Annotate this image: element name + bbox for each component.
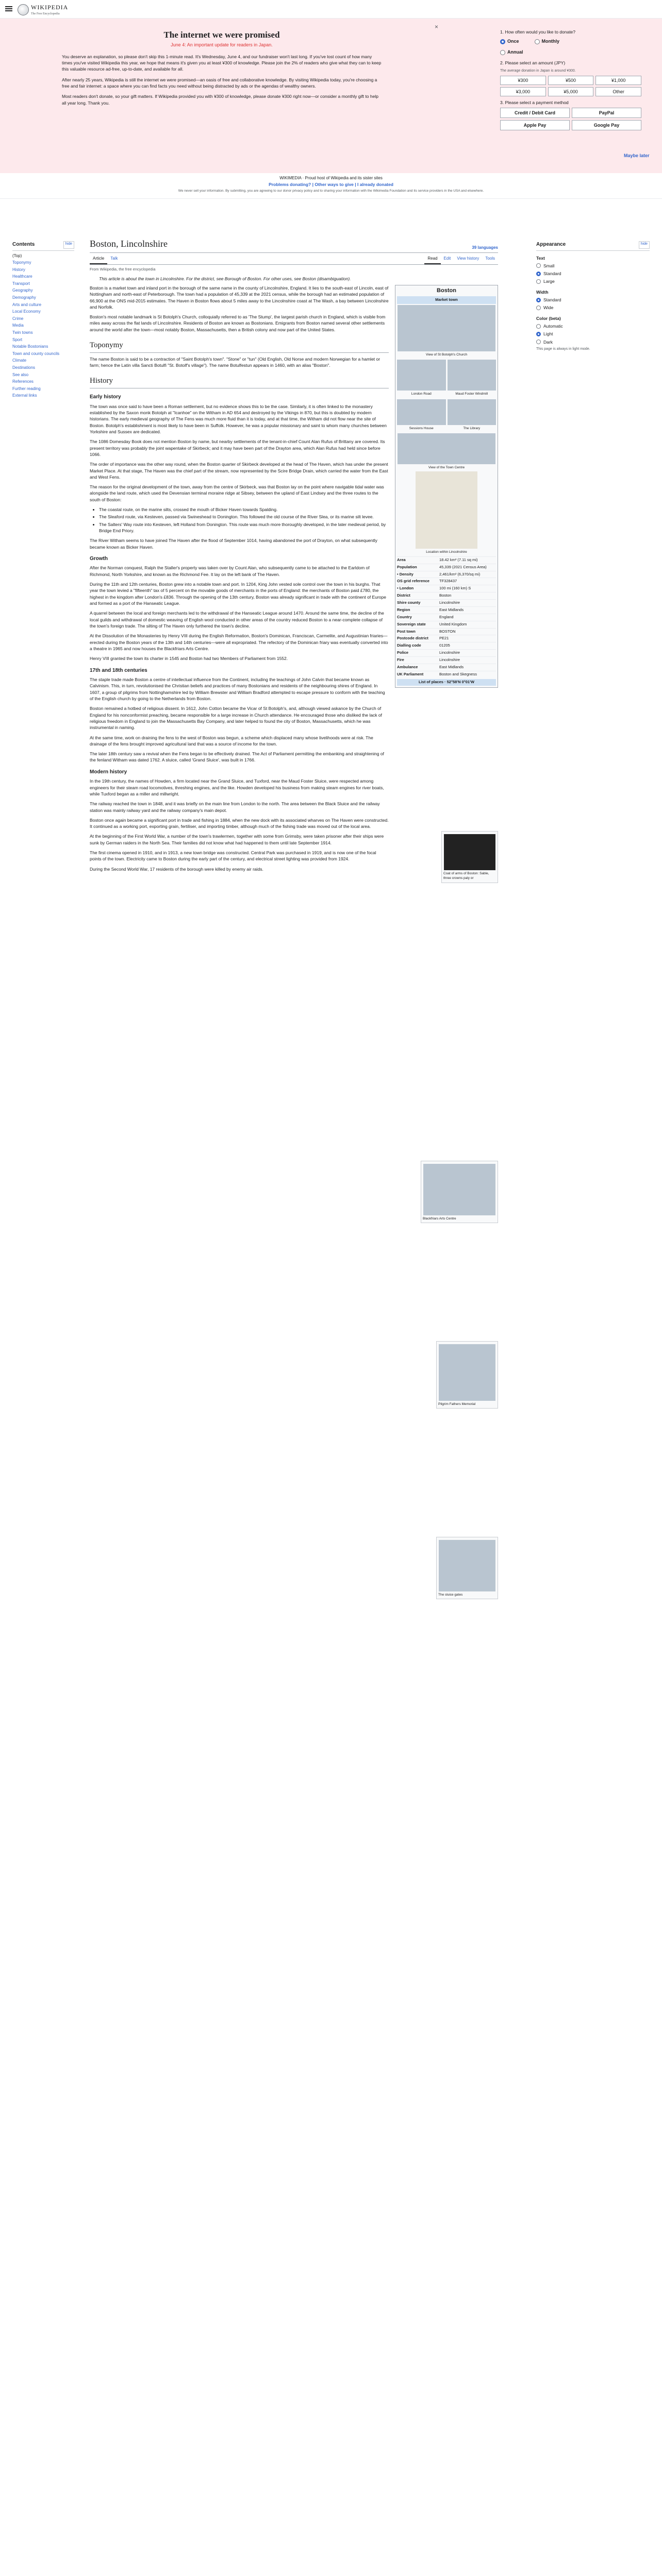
- table-of-contents: [12, 241, 74, 400]
- subsection-heading: 17th and 18th centuries: [90, 667, 147, 673]
- section-heading: History: [90, 376, 389, 388]
- tab-talk[interactable]: Talk: [110, 256, 118, 261]
- infobox-row: [397, 606, 496, 614]
- paragraph: After the Norman conquest, Ralph the Staller's property was taken over by Count Alan, who subsequently came to be attached to the Earldom of Richmond, North Yorkshire, and known as the Richmond Fee. It lay on the left bank of The Haven.: [90, 565, 370, 577]
- tab-read[interactable]: Read: [424, 254, 440, 264]
- toc-hide-button[interactable]: hide: [63, 241, 74, 249]
- toc-item[interactable]: References: [12, 379, 34, 384]
- photo-caption: The Library: [463, 426, 481, 430]
- toc-title: Contents: [12, 242, 35, 247]
- paragraph: The railway reached the town in 1848, and it was briefly on the main line from London to the north. The area between the Black Sluice and the railway station was mainly railway yard and the railway company's main depot.: [90, 801, 380, 813]
- toc-item[interactable]: Twin towns: [12, 330, 33, 335]
- infobox-row: [397, 578, 496, 585]
- infobox-value: Lincolnshire: [439, 650, 460, 655]
- appearance-hide-button[interactable]: hide: [639, 241, 650, 249]
- infobox-value: England: [439, 614, 454, 619]
- infobox-key: • London: [397, 586, 414, 591]
- donation-form: [443, 19, 662, 173]
- paragraph: The River Witham seems to have joined The Haven after the flood of September 1014, having abandoned the port of Drayton, on what subsequently became known as Bicker Haven.: [90, 538, 377, 550]
- infobox-key: District: [397, 593, 410, 598]
- paragraph: The later 18th century saw a revival when the Fens began to be effectively drained. The Act of Parliament permitting the embanking and straightening of the fenland Witham was dated 1762. A sluice, called 'Grand Sluice', was built in 1766.: [90, 751, 384, 763]
- banner-paragraph: You deserve an explanation, so please don't skip this 1-minute read. It's Wednesday, June 4, and our fundraiser won't last long. If you've lost count of how many times you've visited Wikipedia this year, we hope that means it's given you at least ¥300 of knowledge. Please join the 2% of readers who give what they can to keep this valuable resource ad-free, up-to-date, and available for all.: [62, 54, 382, 72]
- coat-of-arms-image[interactable]: [444, 834, 495, 870]
- infobox-key: Fire: [397, 657, 404, 663]
- pay-paypal-button[interactable]: PayPal: [572, 108, 641, 118]
- radio-icon: [500, 50, 505, 55]
- subsection-heading: Growth: [90, 555, 108, 562]
- paragraph: The town was once said to have been a Roman settlement, but no evidence shows this to be the case. Similarly, it is often linked to the monastery established by the Saxon monk Botolph at "Icanhoe" on the Witham in AD 654 and destroyed by the Vikings in 870, but this is doubted by modern historians. The early medieval geography of The Fens was much more fluid than it is today, and at that time, the Witham did not flow near the site of Boston. Botolph's establishment is most likely to have been in Suffolk. However, he was a popular missionary and saint to whom many churches between Yorkshire and Sussex are dedicated.: [90, 403, 387, 434]
- library-photo[interactable]: [448, 399, 496, 425]
- infobox-key: Area: [397, 557, 406, 562]
- infobox-row: [397, 649, 496, 656]
- infobox-value: 01205: [439, 643, 450, 648]
- infobox-key: Ambulance: [397, 664, 418, 669]
- section-heading: Toponymy: [90, 340, 389, 353]
- infobox-row: [397, 564, 496, 571]
- wikipedia-logo[interactable]: [18, 3, 68, 16]
- payment-question: 3. Please select a payment method: [500, 99, 569, 105]
- photo-caption: View of St Botolph's Church: [425, 352, 468, 357]
- infobox-value: United Kingdom: [439, 621, 467, 626]
- amount-option[interactable]: Other: [595, 87, 641, 96]
- infobox-type: Market town: [397, 296, 496, 304]
- pay-card-button[interactable]: Credit / Debit Card: [500, 108, 570, 118]
- color-option[interactable]: Light: [536, 331, 650, 337]
- toc-item[interactable]: History: [12, 267, 25, 272]
- photo-caption: Sessions House: [409, 426, 434, 430]
- location-map[interactable]: [416, 471, 477, 549]
- paragraph: During the Second World War, 17 residents of the borough were killed by enemy air raids.: [90, 866, 263, 872]
- privacy-note: We never sell your information. By submitting, you are agreeing to our donor privacy policy and to sharing your information with the Wikimedia Foundation and its service providers in the USA and elsewhere.: [178, 189, 484, 193]
- paragraph: Boston is a market town and inland port in the borough of the same name in the county of Lincolnshire, England. It lies to the south-east of Lincoln, east of Nottingham and north-east of Peterborough. The town had a population of 45,339 at the 2021 census, while the borough had an estimated population of 66,900 at the ONS mid-2015 estimates. The Haven in Boston flows about 5 miles away to the Lincolnshire coast at The Wash, a bay between Lincolnshire and Norfolk.: [90, 285, 389, 310]
- banner-headline: The internet we were promised: [163, 30, 280, 40]
- infobox-row: [397, 556, 496, 564]
- banner-paragraph: Most readers don't donate, so your gift matters. If Wikipedia provided you with ¥300 of knowledge, please donate ¥300 right now—or consider a monthly gift to help all year long. Thank you.: [62, 94, 378, 106]
- infobox-key: Dialling code: [397, 643, 421, 648]
- paragraph: Boston once again became a significant port in trade and fishing in 1884, when the new dock with its associated wharves on The Haven were constructed. It continued as a working port, exporting grain, fertiliser, and importing timber, although much of the fishing trade was moved out of the local area.: [90, 817, 389, 829]
- infobox-key: Police: [397, 650, 409, 655]
- infobox-value: BOSTON: [439, 629, 456, 634]
- width-option[interactable]: Standard: [536, 297, 650, 303]
- infobox-value: Lincolnshire: [439, 657, 460, 663]
- tab-article[interactable]: Article: [90, 254, 107, 264]
- windmill-photo[interactable]: [448, 360, 496, 391]
- thumb-caption: Coat of arms of Boston: Sable, three crowns paly or: [443, 871, 489, 880]
- pay-apple-button[interactable]: Apple Pay: [500, 120, 570, 130]
- amount-question: 2. Please select an amount (JPY): [500, 60, 566, 66]
- main-menu-icon[interactable]: [5, 5, 12, 12]
- amount-option[interactable]: ¥1,000: [595, 76, 641, 85]
- infobox: [395, 285, 498, 688]
- list-item: • The coastal route, on the marine silts, crossed the mouth of Bicker Haven towards Spalding.: [99, 506, 389, 513]
- frequency-annual[interactable]: Annual: [500, 49, 523, 56]
- infobox-key: OS grid reference: [397, 579, 429, 584]
- subsection-heading: Early history: [90, 394, 121, 400]
- paragraph: In the 19th century, the names of Howden, a firm located near the Grand Sluice, and Tuxford, near the Maud Foster Sluice, were respected among engineers for their steam road locomotives, threshing engines, and the like. Howden developed his business from making steam engines for river boats, while Tuxford began as a miller and millwright.: [90, 778, 384, 796]
- amount-option[interactable]: ¥3,000: [500, 87, 546, 96]
- banner-subline: June 4: An important update for readers in Japan.: [171, 42, 273, 47]
- infobox-value: TF328437: [439, 579, 457, 584]
- appearance-panel: [536, 241, 650, 352]
- width-label: Width: [536, 289, 549, 295]
- sluice-image[interactable]: [439, 1540, 495, 1591]
- width-option[interactable]: Wide: [536, 304, 650, 311]
- infobox-value: 18.42 km² (7.11 sq mi): [439, 557, 478, 562]
- sessions-house-photo[interactable]: [397, 399, 446, 425]
- toc-item[interactable]: Crime: [12, 316, 24, 321]
- infobox-title: Boston: [437, 287, 456, 294]
- infobox-row: [397, 621, 496, 628]
- wordmark: WIKIPEDIA: [31, 4, 69, 11]
- thumb-caption: Pilgrim Fathers Memorial: [438, 1402, 476, 1406]
- language-button[interactable]: 39 languages: [472, 245, 498, 250]
- paragraph: During the 11th and 12th centuries, Boston grew into a notable town and port. In 1204, King John vested sole control over the town in his burghs. That year the town levied a "fifteenth" tax of 5 percent on the movable goods of merchants in the ports of England: the merchants of Boston paid £780, the highest in the kingdom after London's £836. Through the opening of the 13th century, Boston was already significant in trade with the continent of Europe and formed as a port of the Hanseatic League.: [90, 582, 386, 606]
- infobox-row: [397, 664, 496, 671]
- article: [90, 237, 498, 1597]
- toc-item[interactable]: Geography: [12, 288, 33, 293]
- tagline: The Free Encyclopedia: [31, 12, 60, 16]
- toc-item[interactable]: Climate: [12, 358, 27, 363]
- photo-caption: Maud Foster Windmill: [455, 392, 488, 396]
- infobox-value: Lincolnshire: [439, 600, 460, 605]
- amount-option[interactable]: ¥500: [548, 76, 594, 85]
- paragraph: A quarrel between the local and foreign merchants led to the withdrawal of the Hanseatic League around 1470. Around the same time, the decline of the local guilds and withdrawal of domestic weaving of English wool conducted in other areas of the country reduced Boston to a near-complete collapse of the town's foreign trade. The silting of The Haven only furthered the town's decline.: [90, 611, 384, 629]
- header-bar: [0, 0, 662, 19]
- infobox-value: Boston and Skegness: [439, 671, 477, 676]
- infobox-row: [397, 571, 496, 578]
- subsection-heading: Modern history: [90, 769, 127, 775]
- pilgrim-thumb: [436, 1341, 498, 1409]
- toc-item[interactable]: Sport: [12, 337, 23, 342]
- route-list: [99, 506, 389, 534]
- toc-item[interactable]: Demography: [12, 295, 36, 300]
- toc-item[interactable]: Town and county councils: [12, 351, 60, 356]
- toc-item[interactable]: Local Economy: [12, 309, 41, 314]
- infobox-value: 2,461/km² (6,370/sq mi): [439, 571, 481, 577]
- fundraising-banner: [0, 19, 443, 173]
- text-size-label: Text: [536, 255, 545, 261]
- toc-item[interactable]: Healthcare: [12, 274, 32, 279]
- infobox-row: [397, 656, 496, 664]
- amount-note: The average donation in Japan is around ¥300.: [500, 69, 576, 73]
- church-photo[interactable]: [398, 305, 495, 351]
- paragraph: At the same time, work on draining the fens to the west of Boston was begun, a scheme which displaced many whose livelihoods were at risk. The drainage of the fens brought improved agricultural land that was a source of income for the town.: [90, 735, 373, 747]
- toc-item[interactable]: See also: [12, 372, 29, 377]
- infobox-key: Country: [397, 614, 412, 619]
- paragraph: The first cinema opened in 1910, and in 1913, a new town bridge was constructed. Central Park was purchased in 1919, and is now one of the focal points of the town. Electricity came to Boston during the early part of the century, and electrical street lighting was provided from 1924.: [90, 850, 376, 862]
- toc-item[interactable]: Transport: [12, 281, 30, 286]
- toc-item[interactable]: Media: [12, 323, 24, 328]
- hatnote: This article is about the town in Lincolnshire. For the district, see Borough of Boston. For other uses, see Boston (disambiguation).: [99, 276, 351, 281]
- list-item: • The Sleaford route, via Kesteven, passed via Swineshead to Donington. This followed the old course of the River Slea, or its marine silt levee.: [99, 514, 389, 520]
- paragraph: The 1086 Domesday Book does not mention Boston by name, but nearby settlements of the tenant-in-chief Count Alan Rufus of Brittany are covered. Its present territory was probably the joint wapentake of Skirbeck; and it may have been part of the Drayton area, which Alan Rufus had held since before 1066.: [90, 439, 385, 457]
- toc-item[interactable]: Further reading: [12, 386, 41, 391]
- map-caption: Location within Lincolnshire: [426, 550, 467, 554]
- paragraph: Henry VIII granted the town its charter in 1545 and Boston had two Members of Parliament from 1552.: [90, 656, 288, 662]
- infobox-value: PE21: [439, 636, 449, 641]
- infobox-value: Boston: [439, 593, 452, 598]
- coat-of-arms-thumb: [441, 831, 498, 883]
- color-label: Color (beta): [536, 315, 561, 321]
- infobox-value: 100 mi (160 km) S: [439, 586, 471, 591]
- from-wikipedia: From Wikipedia, the free encyclopedia: [90, 266, 156, 272]
- wikimedia-strip: [0, 173, 662, 199]
- paragraph: The order of importance was the other way round, when the Boston quarter of Skirbeck developed at the head of The Haven, which has under the present Market Place. At that stage, The Haven was the chief part of the stream, now represented by the Scire Bridge Drain, which carried the water from the East and West Fens.: [90, 462, 388, 480]
- photo-caption: London Road: [411, 392, 432, 396]
- infobox-value: East Midlands: [439, 607, 464, 612]
- wikipedia-globe-icon: [18, 4, 29, 15]
- thumb-caption: Blackfriars Arts Centre: [423, 1216, 456, 1221]
- town-centre-photo[interactable]: [398, 433, 495, 464]
- toc-item[interactable]: Arts and culture: [12, 302, 42, 307]
- amount-option[interactable]: ¥300: [500, 76, 546, 85]
- infobox-key: Sovereign state: [397, 621, 426, 626]
- article-body: [90, 285, 389, 872]
- paragraph: At the beginning of the First World War, a number of the town's trawlermen, together with some from Grimsby, were taken prisoner after their ships were sunk by German raiders in the North Sea. Their families did not know what had happened to them until late September 1914.: [90, 834, 384, 845]
- close-icon[interactable]: ×: [434, 23, 438, 30]
- infobox-value: 45,339 (2021 Census Area): [439, 564, 487, 569]
- appearance-title: Appearance: [536, 242, 566, 247]
- toc-item[interactable]: Destinations: [12, 365, 36, 370]
- list-item: • The Salters' Way route into Kesteven, left Holland from Donington. This route was much more thoroughly developed, in the later medieval period, by Bridge End Priory.: [99, 521, 389, 534]
- maybe-later-link[interactable]: Maybe later: [624, 153, 650, 158]
- blackfriars-thumb: [421, 1161, 498, 1223]
- wikimedia-tagline: WIKIMEDIA · Proud host of Wikipedia and its sister sites: [279, 176, 383, 180]
- page-title: Boston, Lincolnshire: [90, 239, 168, 249]
- paragraph: The staple trade made Boston a centre of intellectual influence from the Continent, including the teachings of John Calvin that became known as Calvinism. This, in turn, revolutionised the Christian beliefs and practices of many Bostonians and residents of the neighbouring shires of England. In 1607, a group of pilgrims from Nottinghamshire led by William Brewster and William Bradford attempted to escape pressure to conform with the teaching of the English church by going to the Netherlands from Boston.: [90, 677, 385, 701]
- infobox-row: [397, 599, 496, 606]
- infobox-row: [397, 642, 496, 649]
- color-option[interactable]: Automatic: [536, 323, 650, 329]
- toc-item[interactable]: External links: [12, 393, 37, 398]
- paragraph: Boston's most notable landmark is St Botolph's Church, colloquially referred to as 'The Stump', the largest parish church in England, which is visible from miles away across the flat lands of Lincolnshire. Residents of Boston are known as Bostonians. Emigrants from Boston named several other settlements around the world after the town—most notably Boston, Massachusetts, then a British colony and now part of the United States.: [90, 314, 386, 332]
- list-of-places-link[interactable]: List of places · 52°58′N 0°01′W: [397, 679, 496, 686]
- paragraph: The name Boston is said to be a contraction of "Saint Botolph's town". "Stone" or "tun" (Old English, Old Norse and modern Norwegian for a hamlet or farm; hence the Latin villa Sancti Botulfi "St. Botolf's village"). The name Botulfestun appears in 1460, with an alias "Boston".: [90, 356, 380, 368]
- text-size-option[interactable]: Standard: [536, 270, 650, 277]
- infobox-key: Shire county: [397, 600, 421, 605]
- sluice-thumb: [436, 1537, 498, 1599]
- infobox-key: Region: [397, 607, 410, 612]
- amount-option[interactable]: ¥5,000: [548, 87, 594, 96]
- donation-help-links[interactable]: Problems donating? | Other ways to give | I already donated: [269, 181, 393, 187]
- toc-item[interactable]: Notable Bostonians: [12, 344, 48, 349]
- paragraph: At the Dissolution of the Monasteries by Henry VIII during the English Reformation, Boston's Dominican, Franciscan, Carmelite, and Augustinian friaries—erected during the Boston years of the 13th and 14th centuries—were all expropriated. The refectory of the Dominican friary was eventually converted into a theatre in 1965 and now houses the Blackfriars Arts Centre.: [90, 633, 388, 651]
- infobox-row: [397, 628, 496, 635]
- banner-paragraph: After nearly 25 years, Wikipedia is still the internet we were promised—an oasis of free and collaborative knowledge. By visiting Wikipedia today, you're choosing a free and fair internet: a space where you can find facts you need without being distracted by ads or the agendas of wealthy owners.: [62, 77, 377, 89]
- paragraph: Boston remained a hotbed of religious dissent. In 1612, John Cotton became the Vicar of St Botolph's, and, although viewed askance by the Church of England for his nonconformist preaching, became responsible for a large increase in Church attendance. He encouraged those who disliked the lack of religious freedom in England to join the Massachusetts Bay Company, and later helped to found the city of Boston, Massachusetts, which he was instrumental in naming.: [90, 706, 383, 731]
- infobox-key: Postcode district: [397, 636, 428, 641]
- tab-tools[interactable]: Tools: [485, 256, 495, 261]
- color-option[interactable]: Dark: [536, 339, 650, 345]
- color-note: This page is always in light mode.: [536, 347, 590, 351]
- text-size-option[interactable]: Large: [536, 278, 650, 284]
- infobox-row: [397, 671, 496, 678]
- infobox-key: UK Parliament: [397, 671, 424, 676]
- london-road-photo[interactable]: [397, 360, 446, 391]
- infobox-row: [397, 614, 496, 621]
- infobox-value: East Midlands: [439, 664, 464, 669]
- infobox-key: Post town: [397, 629, 416, 634]
- toc-item[interactable]: Toponymy: [12, 260, 31, 265]
- infobox-row: [397, 585, 496, 592]
- pilgrim-image[interactable]: [439, 1344, 495, 1401]
- radio-icon: [535, 39, 540, 44]
- frequency-monthly[interactable]: Monthly: [535, 38, 560, 45]
- frequency-once[interactable]: Once: [500, 38, 519, 45]
- text-size-option[interactable]: Small: [536, 263, 650, 269]
- tab-history[interactable]: View history: [457, 256, 479, 261]
- infobox-key: Population: [397, 564, 417, 569]
- blackfriars-image[interactable]: [423, 1164, 495, 1215]
- radio-icon: [500, 39, 505, 44]
- pay-google-button[interactable]: Google Pay: [572, 120, 641, 130]
- frequency-question: 1. How often would you like to donate?: [500, 29, 576, 35]
- infobox-row: [397, 592, 496, 599]
- infobox-key: • Density: [397, 571, 413, 577]
- toc-item[interactable]: (Top): [12, 253, 22, 258]
- thumb-caption: The sluice gates: [438, 1592, 463, 1597]
- infobox-row: [397, 635, 496, 642]
- photo-caption: View of the Town Centre: [428, 465, 465, 469]
- tab-edit[interactable]: Edit: [443, 256, 451, 261]
- paragraph: The reason for the original development of the town, away from the centre of Skirbeck, was that Boston lay on the point where navigable tidal water was alongside the land route, which used the Devensian terminal moraine ridge at Sibsey, between the upland of East Lindsey and the three routes to the south of Boston:: [90, 484, 384, 502]
